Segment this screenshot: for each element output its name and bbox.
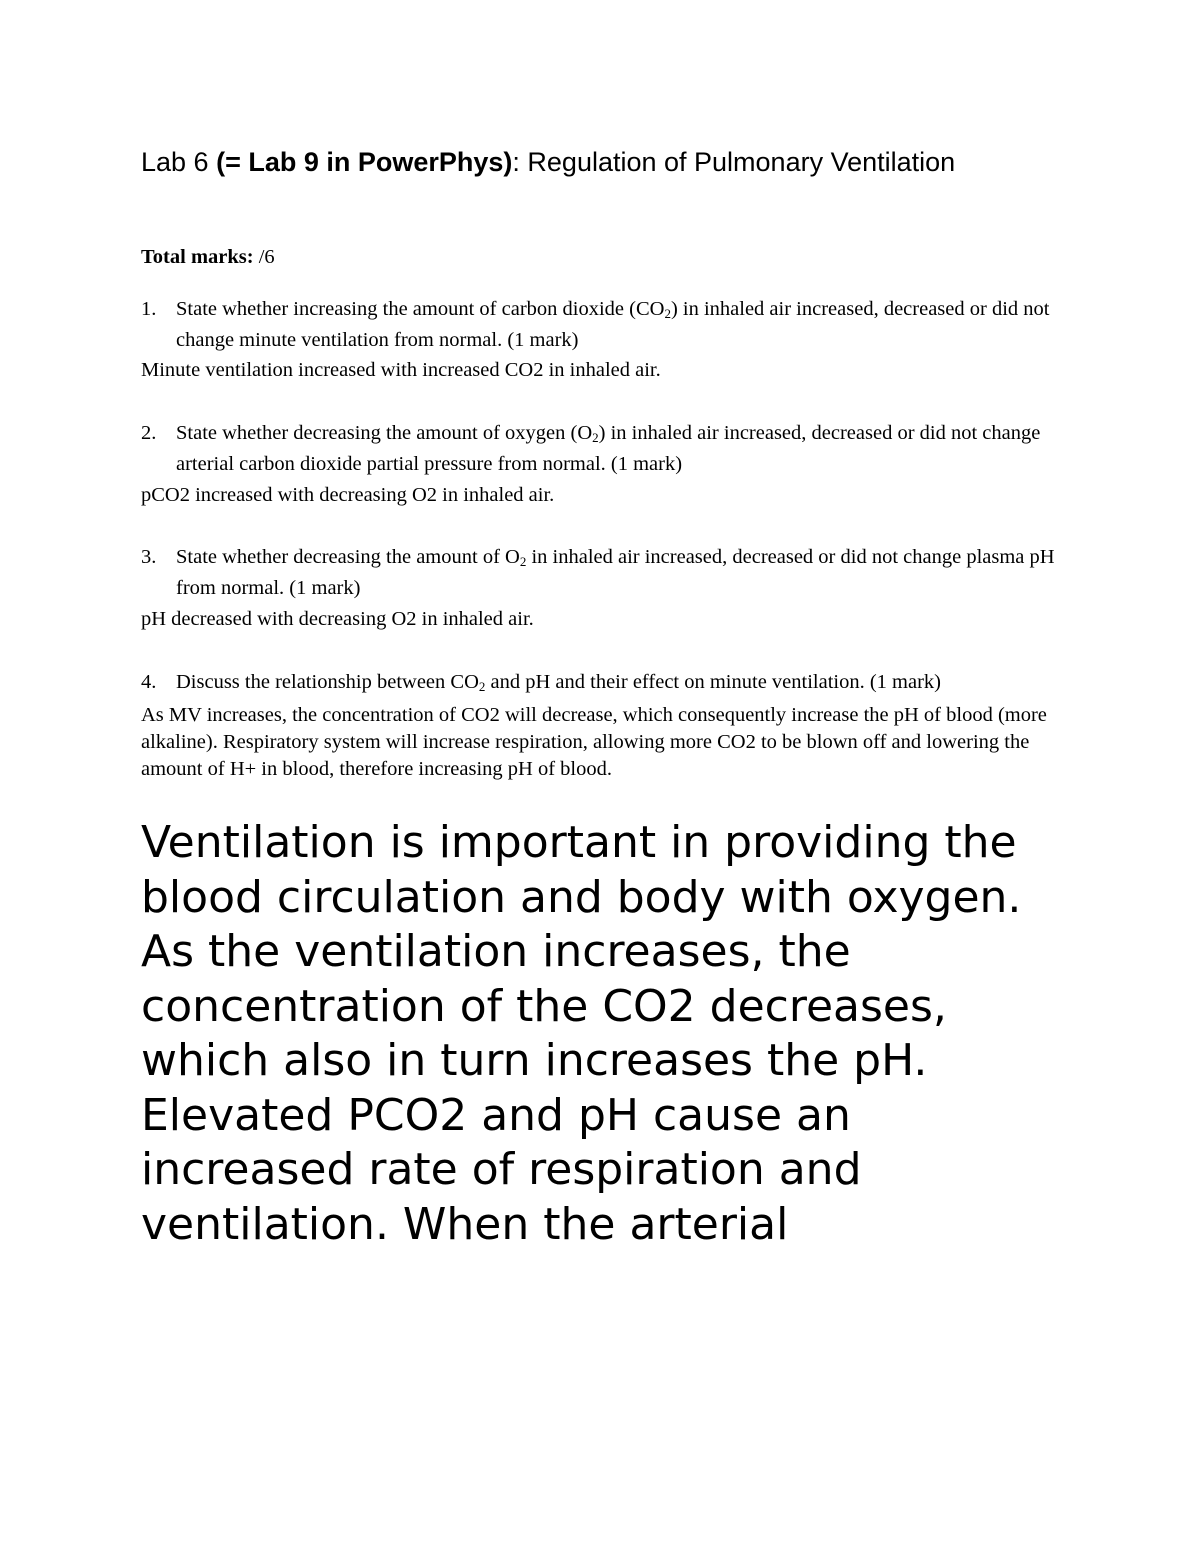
question-3 <box>141 542 1081 603</box>
answer-1: Minute ventilation increased with increased CO2 in inhaled air. <box>141 359 661 381</box>
total-marks-label: Total marks: <box>141 246 254 268</box>
title-bold: (= Lab 9 in PowerPhys) <box>216 147 513 177</box>
question-number: 2. <box>141 422 157 444</box>
question-1 <box>141 294 1081 355</box>
answer-4: As MV increases, the concentration of CO2 will decrease, which consequently increase the pH of blood (more alkaline). Respiratory system will increase respiration, allowing more CO2 to be blown off and lowering the amount of H+ in blood, therefore increasing pH of blood. <box>141 704 1047 780</box>
question-number: 3. <box>141 546 157 568</box>
page-title <box>141 142 1041 183</box>
question-4 <box>141 667 1081 698</box>
answer-2: pCO2 increased with decreasing O2 in inhaled air. <box>141 484 555 506</box>
title-prefix: Lab 6 <box>141 147 217 177</box>
total-marks-value: /6 <box>253 246 275 268</box>
question-2 <box>141 418 1081 479</box>
answer-3: pH decreased with decreasing O2 in inhaled air. <box>141 608 534 630</box>
title-suffix: : Regulation of Pulmonary Ventilation <box>512 147 956 177</box>
question-text: State whether decreasing the amount of oxygen $(O_2)$ in inhaled air increased, decreased or did not change arterial carbon dioxide partial pressure from normal. (1 mark) <box>176 422 1041 475</box>
question-number: 4. <box>141 671 157 693</box>
total-marks <box>141 246 275 269</box>
question-text: Discuss the relationship between $CO_2$ and pH and their effect on minute ventilation. (1 mark) <box>176 671 941 694</box>
question-number: 1. <box>141 298 157 320</box>
question-text: State whether increasing the amount of carbon dioxide $(CO_2)$ in inhaled air increased, decreased or did not change minute ventilation from normal. (1 mark) <box>176 298 1050 351</box>
question-text: State whether decreasing the amount of $O_2$ in inhaled air increased, decreased or did not change plasma pH from normal. (1 mark) <box>176 546 1055 599</box>
large-paragraph: Ventilation is important in providing the blood circulation and body with oxygen. As the ventilation increases, the concentration of the CO2 decreases, which also in turn increases the pH. Elevated PCO2 and pH cause an increased rate of respiration and ventilation. When the arterial <box>141 817 1022 1250</box>
